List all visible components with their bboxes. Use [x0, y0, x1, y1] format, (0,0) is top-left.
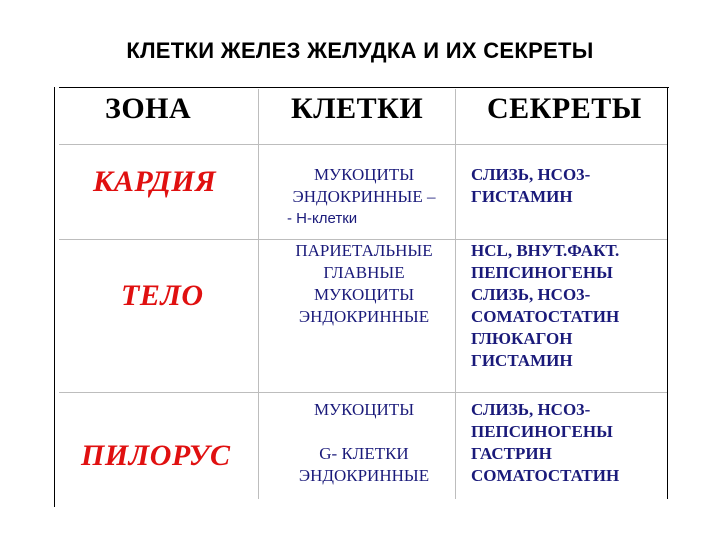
cells-pylorus — [273, 399, 455, 487]
secretions-cardia — [471, 164, 590, 208]
secretion-line: ГАСТРИН — [471, 444, 552, 463]
cell-line: МУКОЦИТЫ — [313, 285, 415, 304]
zone-pylorus: ПИЛОРУС — [81, 439, 231, 472]
table-right-border — [667, 87, 668, 499]
column-divider-2 — [455, 89, 456, 499]
row-divider-header — [59, 144, 667, 145]
page-title: КЛЕТКИ ЖЕЛЕЗ ЖЕЛУДКА И ИХ СЕКРЕТЫ — [126, 38, 594, 63]
secretion-line: СЛИЗЬ, НСО3- — [471, 400, 591, 419]
cell-line: ЭНДОКРИННЫЕ — [298, 466, 430, 485]
cell-line: - Н-клетки — [287, 210, 358, 227]
cell-spacer — [273, 421, 455, 443]
cell-line: МУКОЦИТЫ — [313, 165, 415, 184]
secretion-line: ГЛЮКАГОН — [471, 329, 573, 348]
secretion-line: ГИСТАМИН — [471, 187, 573, 206]
table-left-border — [54, 87, 55, 507]
secretions-pylorus — [471, 399, 619, 487]
row-divider-2 — [59, 392, 667, 393]
cell-line: G- КЛЕТКИ — [319, 444, 409, 463]
cell-line: ГЛАВНЫЕ — [323, 263, 405, 282]
secretion-line: СЛИЗЬ, НСО3- — [471, 165, 591, 184]
secretion-line: СЛИЗЬ, НСО3- — [471, 285, 591, 304]
cells-body — [273, 240, 455, 328]
secretion-line: HCL, ВНУТ.ФАКТ. — [471, 241, 620, 260]
zone-body: ТЕЛО — [121, 279, 204, 312]
cell-line: ЭНДОКРИННЫЕ – — [292, 187, 436, 206]
secretion-line: ГИСТАМИН — [471, 351, 573, 370]
header-zone: ЗОНА — [105, 92, 192, 125]
column-divider-1 — [258, 89, 259, 499]
cell-line: МУКОЦИТЫ — [313, 400, 415, 419]
cells-cardia — [273, 164, 455, 230]
cell-line: ПАРИЕТАЛЬНЫЕ — [295, 241, 433, 260]
secretion-line: СОМАТОСТАТИН — [471, 466, 620, 485]
table-top-border — [59, 87, 669, 88]
secretion-line: ПЕПСИНОГЕНЫ — [471, 422, 613, 441]
header-cells: КЛЕТКИ — [291, 92, 424, 125]
secretion-line: ПЕПСИНОГЕНЫ — [471, 263, 613, 282]
header-secretions: СЕКРЕТЫ — [487, 92, 642, 125]
zone-cardia: КАРДИЯ — [93, 165, 217, 198]
cell-line: ЭНДОКРИННЫЕ — [298, 307, 430, 326]
secretions-table — [47, 87, 667, 507]
secretions-body — [471, 240, 619, 372]
secretion-line: СОМАТОСТАТИН — [471, 307, 620, 326]
